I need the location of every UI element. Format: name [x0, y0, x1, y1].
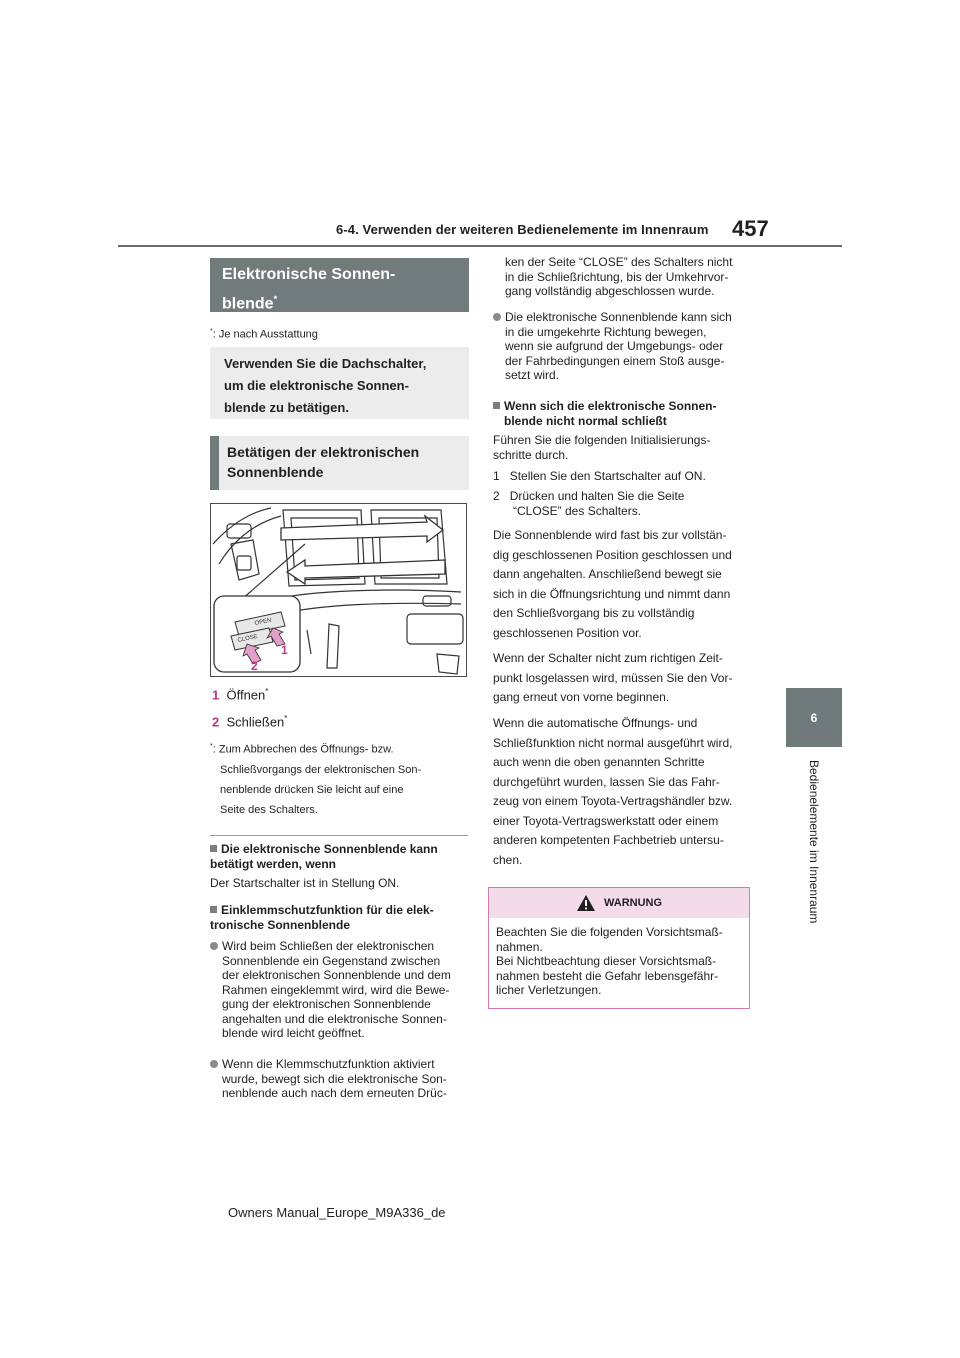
warning-triangle-icon: [576, 894, 596, 912]
item-heading-jam-protection: Einklemmschutzfunktion für die elek- tronische Sonnenblende: [210, 903, 434, 932]
init-intro: Führen Sie die folgenden Initialisierungs- schritte durch.: [493, 433, 711, 462]
topic-title-line2: blende*: [222, 294, 278, 313]
footer-doc-id: Owners Manual_Europe_M9A336_de: [228, 1205, 446, 1220]
chapter-tab: [786, 688, 842, 747]
item-heading-operable: Die elektronische Sonnenblende kann betätigt werden, wenn: [210, 842, 438, 871]
item-heading-not-closing: Wenn sich die elektronische Sonnen- blende nicht normal schließt: [493, 399, 755, 428]
init-result-paragraph: Die Sonnenblende wird fast bis zur vollstän- dig geschlossenen Position geschlossen und dann angehalten. Anschließend bewegt sie sich in die Öffnungsrichtung und nimmt dann den Schließvorgang bis zu vollständig geschlossenen Position vor.: [493, 528, 732, 640]
intro-box: Verwenden Sie die Dachschalter, um die elektronische Sonnen- blende zu betätigen.: [210, 347, 469, 419]
bullet-jam-protection-1: Wird beim Schließen der elektronischen Sonnenblende ein Gegenstand zwischen der elektronischen Sonnenblende und dem Rahmen eingeklemmt wird, wird die Bewe- gung der elektronischen Sonnenblende angehalten und die elektronische Sonnen- blende wird leicht geöffnet.: [210, 939, 475, 1041]
warning-header: [489, 888, 749, 918]
section-divider: [210, 835, 468, 836]
legend-item-open: 1 Öffnen*: [212, 687, 269, 703]
page-number: 457: [732, 216, 769, 241]
dealer-paragraph: Wenn die automatische Öffnungs- und Schließfunktion nicht normal ausgeführt wird, auch wenn die oben genannten Schritte durchgeführt wurden, lassen Sie das Fahr- zeug von einem Toyota-Vertragshändler bzw. einer Toyota-Vertragswerkstatt oder einem anderen kompetenten Fachbetrieb untersu- chen.: [493, 716, 733, 867]
roof-switch-illustration: [210, 503, 467, 677]
chapter-label-text: Bedienelemente im Innenraum: [807, 760, 821, 924]
section-title: 6-4. Verwenden der weiteren Bedienelemente im Innenraum: [336, 222, 709, 237]
bullet-reverse-movement: Die elektronische Sonnenblende kann sich in die umgekehrte Richtung bewegen, wenn sie aufgrund der Umgebungs- oder der Fahrbedingungen einem Stoß ausge- setzt wird.: [493, 310, 755, 383]
legend-item-close: 2 Schließen*: [212, 714, 288, 730]
warning-title: WARNUNG: [603, 897, 663, 909]
release-timing-paragraph: Wenn der Schalter nicht zum richtigen Zeit- punkt losgelassen wird, müssen Sie den Vor- gang erneut von vorne beginnen.: [493, 651, 733, 704]
warning-box: [488, 887, 750, 1009]
chapter-number: 6: [810, 710, 818, 725]
section-heading-box: Betätigen der elektronischen Sonnenblende: [210, 436, 469, 490]
header-rule: [118, 245, 842, 247]
topic-title-box: [210, 258, 469, 312]
init-step-1: 1 Stellen Sie den Startschalter auf ON.: [493, 469, 706, 483]
chapter-label: [805, 760, 823, 960]
init-step-2: 2 Drücken und halten Sie die Seite “CLOSE” des Schalters.: [493, 489, 685, 518]
warning-text: Beachten Sie die folgenden Vorsichtsmaß- nahmen. Bei Nichtbeachtung dieser Vorsichtsmaß- nahmen besteht die Gefahr lebensgefähr- licher Verletzungen.: [496, 925, 723, 997]
callout-2: 2: [251, 659, 258, 673]
item-text-operable: Der Startschalter ist in Stellung ON.: [210, 876, 400, 890]
close-label: CLOSE: [237, 633, 259, 644]
continuation-text: ken der Seite “CLOSE” des Schalters nicht in die Schließrichtung, bis der Umkehrvor- gang vollständig abgeschlossen wurde.: [505, 255, 733, 298]
availability-footnote: *: Je nach Ausstattung: [210, 328, 318, 341]
cancel-footnote: *: Zum Abbrechen des Öffnungs- bzw. Schließvorgangs der elektronischen Son- nenblende drücken Sie leicht auf eine Seite des Schalters.: [210, 743, 422, 816]
bullet-jam-protection-2: Wenn die Klemmschutzfunktion aktiviert wurde, bewegt sich die elektronische Son- nenblende auch nach dem erneuten Drüc-: [210, 1057, 475, 1101]
topic-title-line1: Elektronische Sonnen-: [222, 266, 396, 283]
callout-1: 1: [281, 643, 288, 657]
open-label: OPEN: [254, 617, 273, 627]
